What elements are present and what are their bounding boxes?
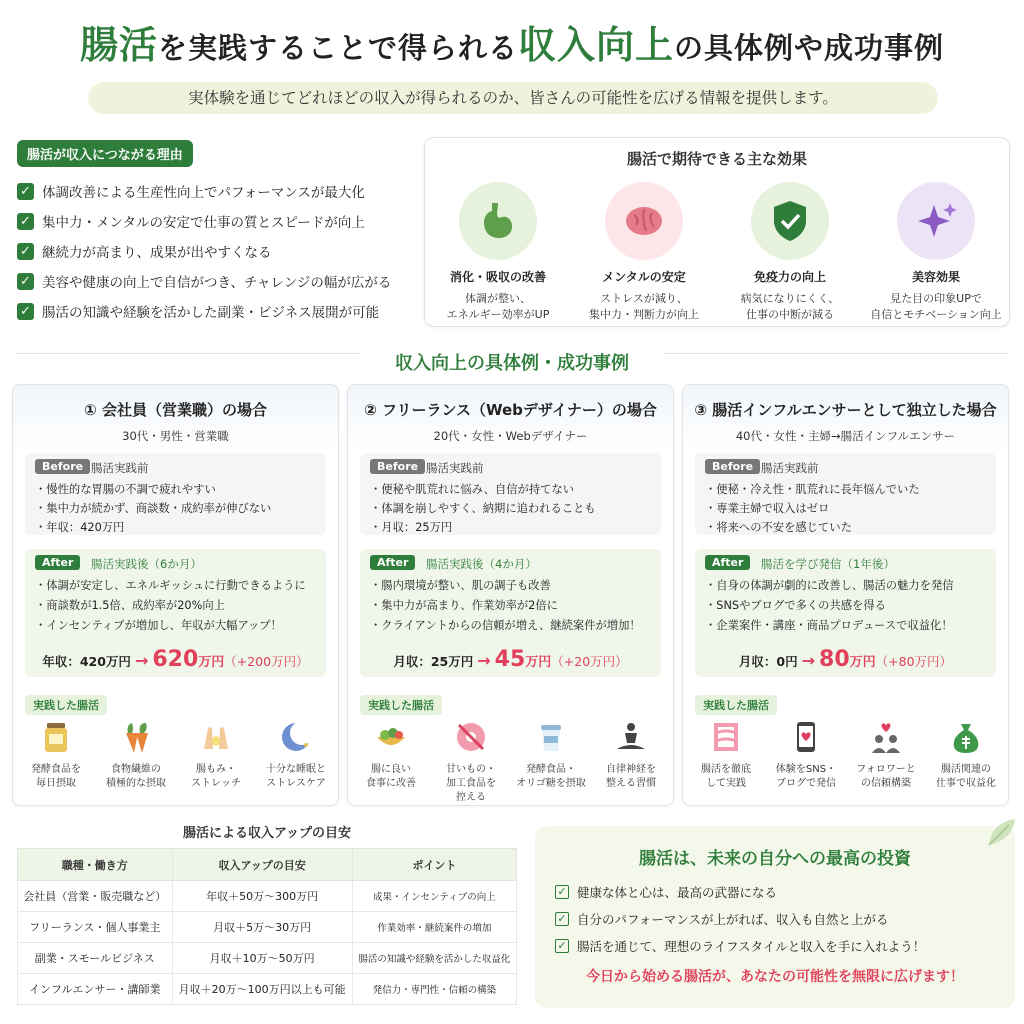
investment-item	[555, 905, 925, 932]
after-box	[695, 549, 996, 677]
investment-footer: 今日から始める腸活が、あなたの可能性を無限に広げます！	[586, 969, 964, 985]
practice-item	[97, 719, 175, 791]
jar-icon	[38, 719, 74, 755]
before-badge: Before	[370, 459, 425, 474]
effect-digestion	[425, 182, 571, 323]
after-item: ・集中力が高まり、作業効率が2倍に	[370, 599, 558, 612]
case-title: ② フリーランス（Webデザイナー）の場合	[364, 401, 657, 419]
after-list	[705, 577, 954, 637]
check-icon: ✓	[17, 273, 34, 290]
practice-label: 甘いもの・ 加工食品を 控える	[446, 764, 496, 803]
arrow-right-icon: →	[134, 651, 149, 670]
sparkle-icon	[897, 182, 975, 260]
before-list	[705, 481, 920, 538]
table-row	[18, 881, 517, 912]
checkbox-icon: ✓	[555, 885, 569, 899]
effect-beauty	[863, 182, 1009, 323]
income-unit: 万円	[198, 655, 225, 670]
effect-desc: 見た目の印象UPで 自信とモチベーション向上	[870, 292, 1002, 321]
after-box	[360, 549, 661, 677]
table-cell: 腸活の知識や経験を活かした収益化	[352, 943, 516, 974]
practice-item	[257, 719, 335, 791]
reason-item	[17, 206, 391, 236]
intestine-icon	[708, 719, 744, 755]
before-item: ・慢性的な胃腸の不調で疲れやすい	[35, 483, 216, 496]
income-unit: 万円	[849, 655, 876, 670]
after-badge: After	[370, 555, 415, 570]
case-title: ③ 腸活インフルエンサーとして独立した場合	[694, 401, 997, 419]
table-row	[18, 912, 517, 943]
check-icon: ✓	[17, 213, 34, 230]
effect-desc: 体調が整い、 エネルギー効率がUP	[446, 292, 550, 321]
practice-label: 発酵食品を 毎日摂取	[31, 764, 81, 789]
before-label: 腸活実践前	[91, 461, 149, 475]
after-item: ・企業案件・講座・商品プロデュースで収益化！	[705, 619, 953, 632]
table-row	[18, 974, 517, 1005]
practice-tag: 実践した腸活	[25, 695, 107, 715]
table-cell: 作業効率・継続案件の増加	[352, 912, 516, 943]
title-highlight: 腸活	[79, 23, 158, 67]
income-after: 620	[152, 647, 199, 672]
table-cell: 成果・インセンティブの向上	[352, 881, 516, 912]
leaf-icon	[985, 815, 1019, 849]
reason-text: 集中力・メンタルの安定で仕事の質とスピードが向上	[42, 215, 365, 231]
practice-label: 発酵食品・ オリゴ糖を摂取	[516, 764, 586, 789]
practice-item	[177, 719, 255, 791]
table-header: 職種・働き方	[18, 849, 173, 881]
before-label: 腸活実践前	[761, 461, 819, 475]
table-cell: 年収＋50万〜300万円	[172, 881, 352, 912]
money-bag-icon	[948, 719, 984, 755]
income-result	[360, 647, 661, 672]
table-cell: 発信力・専門性・信頼の構築	[352, 974, 516, 1005]
practice-item	[927, 719, 1005, 791]
income-before: 月収：25万円	[393, 654, 474, 669]
after-item: ・クライアントからの信頼が増え、継続案件が増加！	[370, 619, 641, 632]
case-profile: 20代・女性・Webデザイナー	[433, 429, 588, 443]
case-profile: 30代・男性・営業職	[122, 429, 229, 443]
before-box	[25, 453, 326, 535]
practice-item	[592, 719, 670, 791]
reason-item	[17, 176, 391, 206]
table-cell: 月収＋20万〜100万円以上も可能	[172, 974, 352, 1005]
after-badge: After	[35, 555, 80, 570]
reason-text: 継続力が高まり、成果が出やすくなる	[42, 245, 272, 261]
table-title: 腸活による収入アップの目安	[182, 826, 352, 841]
brain-icon	[605, 182, 683, 260]
reasons-tag: 腸活が収入につながる理由	[17, 140, 193, 167]
income-before: 月収：0円	[738, 654, 798, 669]
moon-icon	[278, 719, 314, 755]
table-cell: フリーランス・個人事業主	[18, 912, 173, 943]
practice-label: フォロワーと の信頼構築	[856, 764, 916, 789]
practice-label: 腸に良い 食事に改善	[366, 764, 416, 789]
income-delta: （+20万円）	[551, 654, 628, 669]
check-icon: ✓	[17, 303, 34, 320]
after-item: ・インセンティブが増加し、年収が大幅アップ！	[35, 619, 282, 632]
effects-panel	[424, 137, 1010, 327]
after-item: ・SNSやブログで多くの共感を得る	[705, 599, 886, 612]
after-label: 腸活実践後（4か月）	[426, 557, 537, 571]
before-item: ・体調を崩しやすく、納期に追われることも	[370, 502, 596, 515]
before-item: ・年収：420万円	[35, 521, 125, 534]
table-row	[18, 943, 517, 974]
before-item: ・集中力が続かず、商談数・成約率が伸びない	[35, 502, 272, 515]
arrow-right-icon: →	[801, 651, 816, 670]
before-badge: Before	[705, 459, 760, 474]
before-label: 腸活実践前	[426, 461, 484, 475]
after-item: ・体調が安定し、エネルギッシュに行動できるように	[35, 579, 306, 592]
practice-tag: 実践した腸活	[695, 695, 777, 715]
investment-panel	[535, 826, 1015, 1008]
reason-text: 美容や健康の向上で自信がつき、チャレンジの幅が広がる	[42, 275, 392, 291]
practice-tag: 実践した腸活	[360, 695, 442, 715]
practice-label: 体験をSNS・ ブログで発信	[775, 764, 837, 789]
table-header: ポイント	[352, 849, 516, 881]
income-after: 45	[494, 647, 526, 672]
practice-label: 自律神経を 整える習慣	[606, 764, 656, 789]
title-text: の具体例や成功事例	[674, 31, 945, 65]
income-after: 80	[819, 647, 850, 672]
case-profile: 40代・女性・主婦→腸活インフルエンサー	[735, 429, 956, 443]
table-cell: 会社員（営業・販売職など）	[18, 881, 173, 912]
investment-item	[555, 932, 925, 959]
reason-text: 腸活の知識や経験を活かした副業・ビジネス展開が可能	[42, 305, 380, 321]
effect-immunity	[717, 182, 863, 323]
after-label: 腸活を学び発信（1年後）	[761, 557, 895, 571]
reason-item	[17, 266, 391, 296]
income-table	[17, 848, 517, 1005]
practice-item	[847, 719, 925, 791]
checkbox-icon: ✓	[555, 912, 569, 926]
donut-icon	[453, 719, 489, 755]
stomach-icon	[459, 182, 537, 260]
case-card-influencer	[682, 384, 1009, 806]
table-cell: 月収＋5万〜30万円	[172, 912, 352, 943]
smartphone-icon	[788, 719, 824, 755]
effect-mental	[571, 182, 717, 323]
before-list	[35, 481, 271, 538]
effect-name: メンタルの安定	[602, 270, 686, 284]
title-highlight: 収入向上	[518, 23, 675, 67]
vegetable-icon	[118, 719, 154, 755]
before-list	[370, 481, 596, 538]
arrow-right-icon: →	[477, 651, 491, 670]
hands-icon	[198, 719, 234, 755]
meditation-icon	[613, 719, 649, 755]
table-cell: 副業・スモールビジネス	[18, 943, 173, 974]
investment-title: 腸活は、未来の自分への最高の投資	[639, 849, 911, 869]
check-icon: ✓	[17, 243, 34, 260]
before-item: ・専業主婦で収入はゼロ	[705, 502, 830, 515]
income-unit: 万円	[525, 655, 552, 670]
yogurt-icon	[533, 719, 569, 755]
reason-item	[17, 236, 391, 266]
before-item: ・便秘・冷え性・肌荒れに長年悩んでいた	[705, 483, 920, 496]
effects-title: 腸活で期待できる主な効果	[626, 150, 807, 168]
salad-icon	[373, 719, 409, 755]
before-box	[360, 453, 661, 535]
title-text: を実践することで得られる	[157, 31, 518, 65]
practice-label: 食物繊維の 積極的な摂取	[106, 764, 166, 789]
after-list	[35, 577, 306, 637]
case-card-salesperson	[12, 384, 339, 806]
before-item: ・将来への不安を感じていた	[705, 521, 852, 534]
practice-item	[432, 719, 510, 805]
before-item: ・便秘や肌荒れに悩み、自信が持てない	[370, 483, 575, 496]
reason-item	[17, 296, 391, 326]
table-header-row	[18, 849, 517, 881]
check-icon: ✓	[17, 183, 34, 200]
table-header: 収入アップの目安	[172, 849, 352, 881]
after-item: ・自身の体調が劇的に改善し、腸活の魅力を発信	[705, 579, 954, 592]
effect-desc: ストレスが減り、 集中力・判断力が向上	[589, 292, 699, 321]
table-cell: インフルエンサー・講師業	[18, 974, 173, 1005]
after-box	[25, 549, 326, 677]
effect-name: 消化・吸収の改善	[449, 270, 546, 284]
practice-item	[17, 719, 95, 791]
table-cell: 月収＋10万〜50万円	[172, 943, 352, 974]
income-result	[695, 647, 996, 672]
investment-item	[555, 878, 925, 905]
practice-label: 腸活関連の 仕事で収益化	[936, 764, 996, 789]
case-title: ① 会社員（営業職）の場合	[84, 401, 267, 419]
investment-text: 健康な体と心は、最高の武器になる	[577, 884, 778, 900]
effect-desc: 病気になりにくく、 仕事の中断が減る	[740, 292, 840, 321]
after-item: ・商談数が1.5倍、成約率が20%向上	[35, 599, 225, 612]
income-before: 年収：420万円	[42, 654, 131, 669]
before-badge: Before	[35, 459, 90, 474]
checkbox-icon: ✓	[555, 939, 569, 953]
investment-text: 腸活を通じて、理想のライフスタイルと収入を手に入れよう！	[577, 938, 926, 954]
practice-item	[352, 719, 430, 791]
practice-label: 腸活を徹底 して実践	[701, 764, 751, 789]
case-card-freelance	[347, 384, 674, 806]
page-subtitle: 実体験を通じてどれほどの収入が得られるのか、皆さんの可能性を広げる情報を提供します。	[88, 82, 938, 114]
investment-list	[555, 878, 925, 959]
income-result	[25, 647, 326, 672]
effect-name: 免疫力の向上	[753, 270, 826, 284]
income-delta: （+80万円）	[875, 654, 953, 669]
practice-item	[767, 719, 845, 791]
reason-text: 体調改善による生産性向上でパフォーマンスが最大化	[42, 185, 365, 201]
income-delta: （+200万円）	[224, 654, 309, 669]
effect-name: 美容効果	[911, 270, 960, 284]
practice-item	[687, 719, 765, 791]
before-box	[695, 453, 996, 535]
after-list	[370, 577, 641, 637]
shield-icon	[751, 182, 829, 260]
reasons-list	[17, 176, 391, 326]
people-heart-icon	[868, 719, 904, 755]
practice-label: 十分な睡眠と ストレスケア	[266, 764, 326, 789]
page-title	[0, 14, 1024, 69]
after-label: 腸活実践後（6か月）	[91, 557, 202, 571]
practice-label: 腸もみ・ ストレッチ	[191, 764, 241, 789]
after-item: ・腸内環境が整い、肌の調子も改善	[370, 579, 551, 592]
before-item: ・月収：25万円	[370, 521, 453, 534]
practice-item	[512, 719, 590, 791]
section-title: 収入向上の具体例・成功事例	[395, 353, 629, 374]
investment-text: 自分のパフォーマンスが上がれば、収入も自然と上がる	[577, 911, 889, 927]
after-badge: After	[705, 555, 750, 570]
